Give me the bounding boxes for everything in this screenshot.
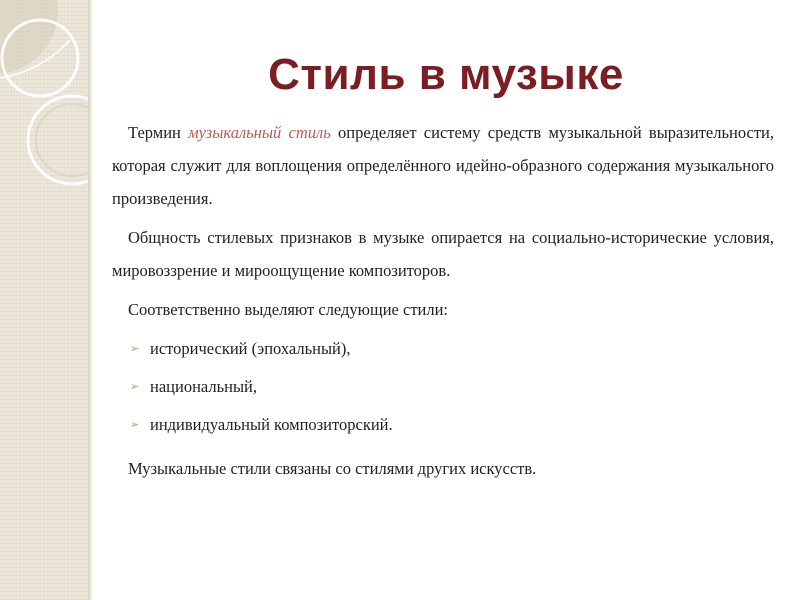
list-item-text: исторический (эпохальный),: [150, 339, 351, 358]
closing-statement: Музыкальные стили связаны со стилями других искусств.: [128, 459, 537, 478]
definition-prefix: Термин: [128, 123, 189, 142]
slide-title: Стиль в музыке: [268, 50, 624, 99]
decorative-circles-icon: [0, 0, 88, 600]
decorative-sidebar: [0, 0, 88, 600]
paragraph-definition: [112, 116, 774, 215]
slide-body: [112, 116, 774, 485]
list-item: [112, 330, 774, 368]
list-item: [112, 406, 774, 444]
list-intro: Соответственно выделяют следующие стили:: [128, 300, 449, 319]
styles-list: [112, 330, 774, 444]
list-item-text: индивидуальный композиторский.: [150, 415, 393, 434]
arrow-bullet-icon: ➢: [130, 418, 140, 431]
definition-suffix: определяет систему средств музыкальной выразительности, которая служит для воплощения определённого идейно-образного содержания музыкального произведения.: [112, 123, 774, 208]
list-item-text: национальный,: [150, 377, 257, 396]
arrow-bullet-icon: ➢: [130, 342, 140, 355]
paragraph-commonality: Общность стилевых признаков в музыке опирается на социально-исторические условия, мировоззрение и мироощущение композиторов.: [112, 228, 774, 280]
highlighted-term: музыкальный стиль: [188, 123, 331, 142]
list-item: [112, 368, 774, 406]
arrow-bullet-icon: ➢: [130, 380, 140, 393]
